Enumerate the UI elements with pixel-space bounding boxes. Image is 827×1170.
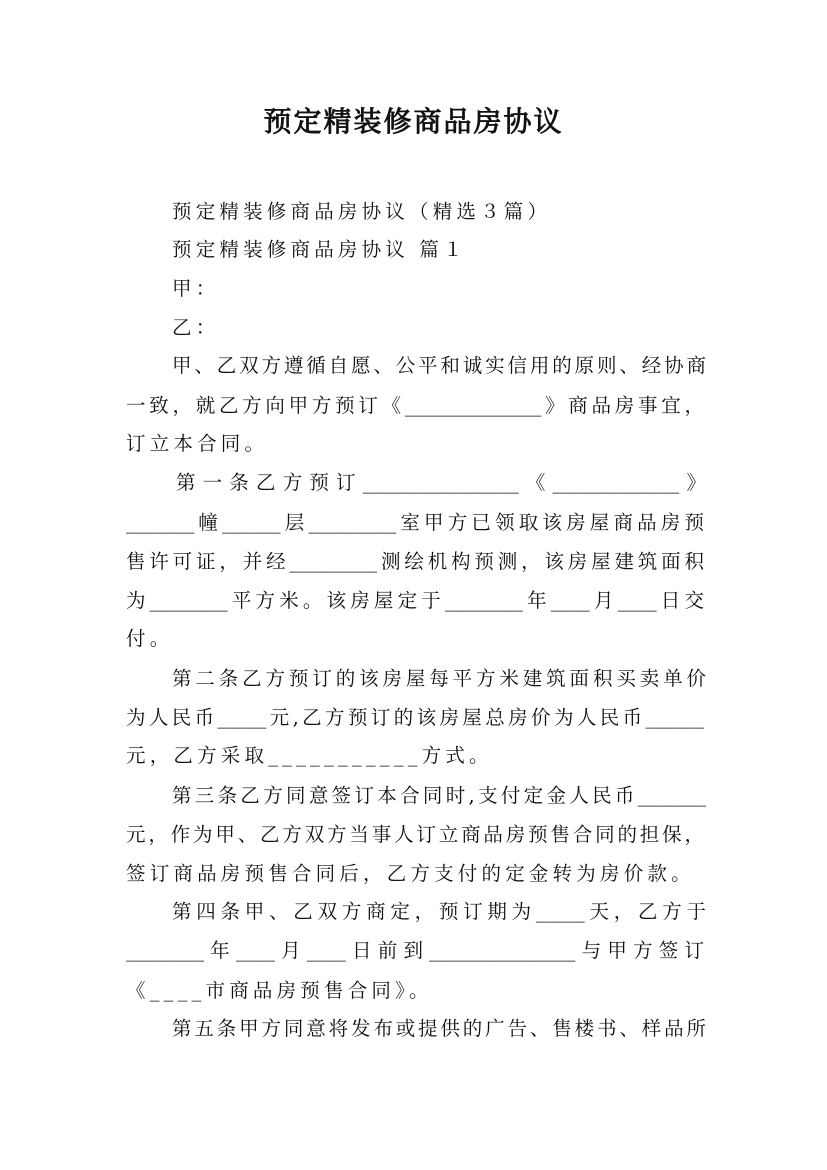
article-2-line: 元，乙方采取___________方式。 <box>126 744 493 767</box>
article-2-line: 第二条乙方预订的该房屋每平方米建筑面积买卖单价 <box>172 667 706 690</box>
party-a-label: 甲： <box>172 277 220 300</box>
doc-subtitle: 预定精装修商品房协议（精选３篇） <box>172 200 552 223</box>
article-4-line: 《____市商品房预售合同》。 <box>126 979 433 1002</box>
section-heading: 预定精装修商品房协议 篇１ <box>172 238 467 261</box>
article-3-line: 元，作为甲、乙方双方当事人订立商品房预售合同的担保， <box>126 823 704 846</box>
article-3-line: 签订商品房预售合同后，乙方支付的定金转为房价款。 <box>126 862 695 885</box>
article-5-line: 第五条甲方同意将发布或提供的广告、售楼书、样品所 <box>172 1017 706 1040</box>
paragraph-line: 一致，就乙方向甲方预订《______________》商品房事宜， <box>126 394 704 417</box>
article-1-line: 付。 <box>126 627 174 650</box>
article-1-line: 售许可证，并经_________测绘机构预测，该房屋建筑面积 <box>126 550 704 573</box>
article-1-line: 为________平方米。该房屋定于________年____月____日交 <box>126 589 704 612</box>
article-1-line: _______幢______层_________室甲方已领取该房屋商品房预 <box>126 511 704 534</box>
article-2-line: 为人民币_____元,乙方预订的该房屋总房价为人民币______ <box>126 706 704 729</box>
party-b-label: 乙： <box>172 316 220 339</box>
paragraph-line: 订立本合同。 <box>126 432 269 455</box>
article-4-line: ________年____月____日前到_______________与甲方签订 <box>126 939 704 962</box>
paragraph-line: 甲、乙双方遵循自愿、公平和诚实信用的原则、经协商 <box>172 354 706 377</box>
article-3-line: 第三条乙方同意签订本合同时,支付定金人民币_______ <box>172 784 706 807</box>
article-4-line: 第四条甲、乙双方商定，预订期为_____天，乙方于 <box>172 900 706 923</box>
article-1-line: 第一条乙方预订________________《_____________》 <box>176 471 706 494</box>
document-title: 预定精装修商品房协议 <box>263 105 564 138</box>
